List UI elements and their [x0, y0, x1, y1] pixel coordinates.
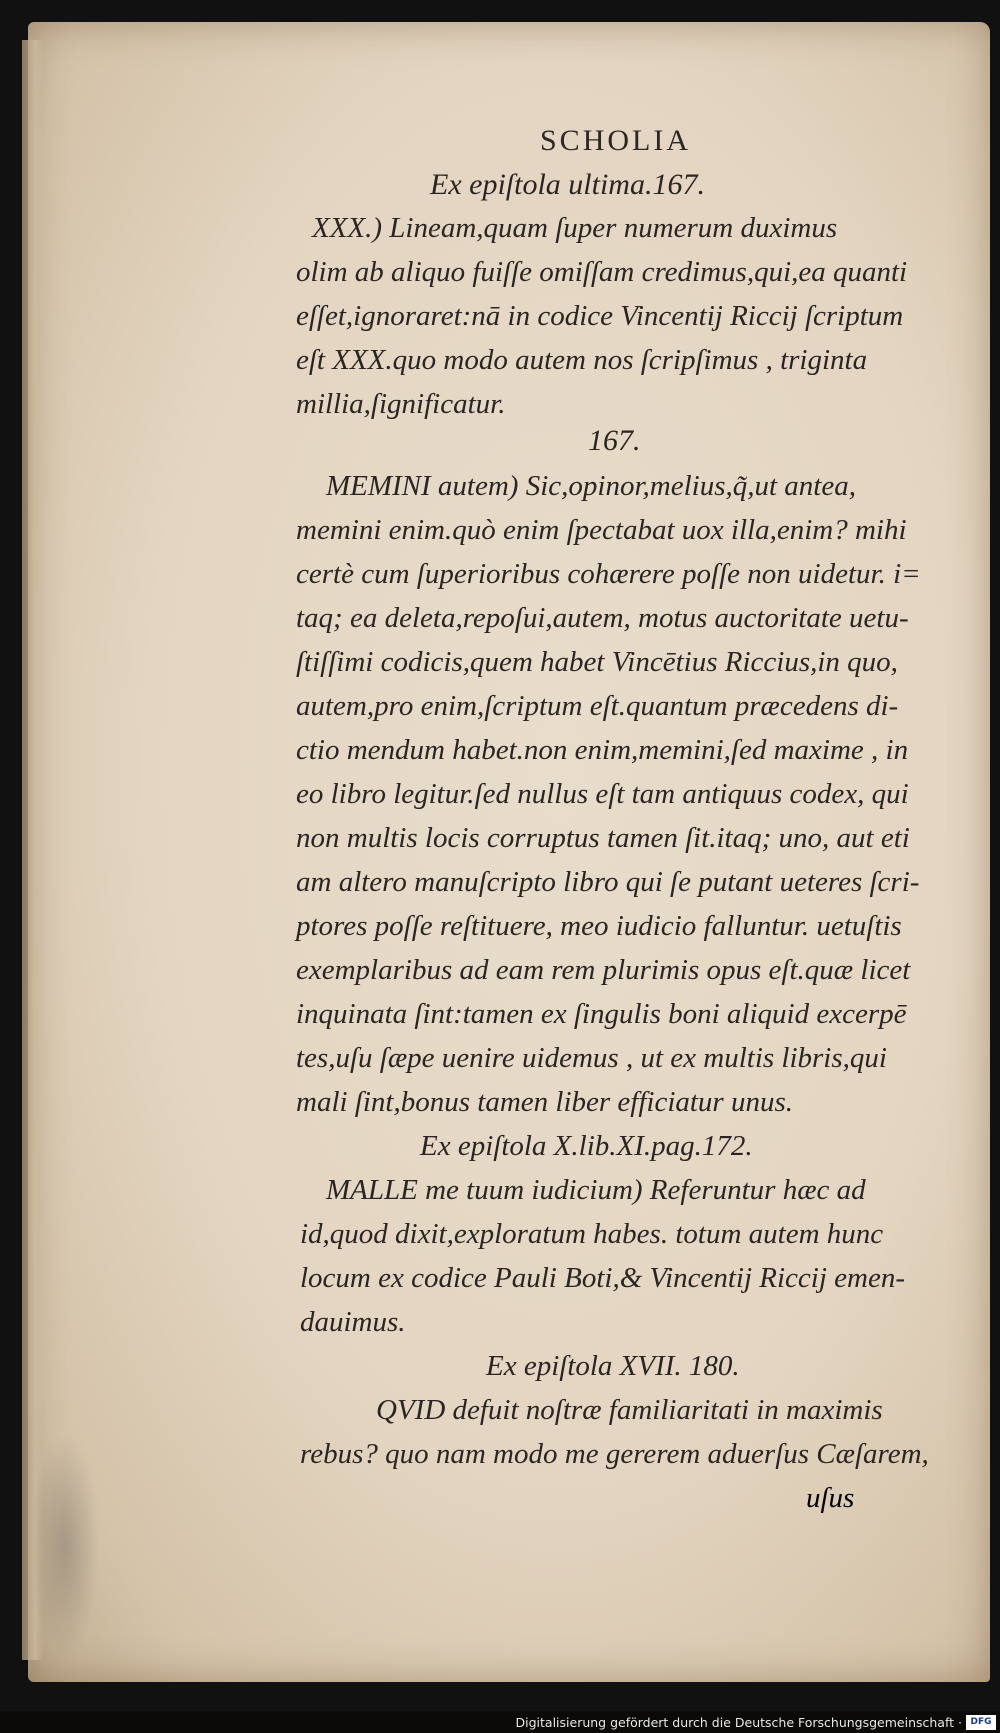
- text-line: ſtiſſimi codicis,quem habet Vincētius Riccius,in quo,: [296, 646, 898, 678]
- footer-bar: [0, 1711, 1000, 1733]
- text-line: millia,ſignificatur.: [296, 388, 506, 420]
- text-line: eſſet,ignoraret:nā in codice Vincentij Riccij ſcriptum: [296, 300, 904, 332]
- text-line: dauimus.: [300, 1306, 406, 1338]
- text-line: mali ſint,bonus tamen liber efficiatur unus.: [296, 1086, 794, 1118]
- section-heading: Ex epiſtola X.lib.XI.pag.172.: [420, 1130, 753, 1162]
- text-line: QVID defuit noſtræ familiaritati in maximis: [376, 1394, 883, 1426]
- page-stain: [30, 1430, 100, 1660]
- text-line: non multis locis corruptus tamen ſit.itaq; uno, aut eti: [296, 822, 910, 854]
- text-line: inquinata ſint:tamen ex ſingulis boni aliquid excerpē: [296, 998, 907, 1030]
- text-line: MEMINI autem) Sic,opinor,melius,q̃,ut antea,: [326, 470, 856, 502]
- text-line: memini enim.quò enim ſpectabat uox illa,enim? mihi: [296, 514, 907, 546]
- text-line: XXX.) Lineam,quam ſuper numerum duximus: [312, 212, 838, 244]
- dfg-logo-icon: DFG: [966, 1715, 996, 1730]
- text-line: eſt XXX.quo modo autem nos ſcripſimus , triginta: [296, 344, 868, 376]
- text-line: certè cum ſuperioribus cohærere poſſe non uidetur. i=: [296, 558, 921, 590]
- running-head: SCHOLIA: [540, 124, 692, 157]
- text-line: autem,pro enim,ſcriptum eſt.quantum præcedens di-: [296, 690, 899, 722]
- text-line: rebus? quo nam modo me gererem aduerſus Cæſarem,: [300, 1438, 929, 1470]
- text-line: eo libro legitur.ſed nullus eſt tam antiquus codex, qui: [296, 778, 909, 810]
- text-line: id,quod dixit,exploratum habes. totum autem hunc: [300, 1218, 884, 1250]
- section-heading: Ex epiſtola XVII. 180.: [486, 1350, 740, 1382]
- folio-number: 167.: [588, 424, 641, 457]
- catchword: uſus: [806, 1482, 855, 1514]
- digitization-credit: Digitalisierung gefördert durch die Deutsche Forschungsgemeinschaft ·: [515, 1715, 962, 1730]
- text-line: taq; ea deleta,repoſui,autem, motus auctoritate uetu-: [296, 602, 909, 634]
- text-line: ctio mendum habet.non enim,memini,ſed maxime , in: [296, 734, 909, 766]
- text-line: locum ex codice Pauli Boti,& Vincentij Riccij emen-: [300, 1262, 906, 1294]
- section-heading: Ex epiſtola ultima.167.: [430, 168, 705, 201]
- text-line: exemplaribus ad eam rem plurimis opus eſt.quæ licet: [296, 954, 911, 986]
- text-line: olim ab aliquo fuiſſe omiſſam credimus,qui,ea quanti: [296, 256, 908, 288]
- text-line: ptores poſſe reſtituere, meo iudicio falluntur. uetuſtis: [296, 910, 902, 942]
- text-line: am altero manuſcripto libro qui ſe putant ueteres ſcri-: [296, 866, 920, 898]
- text-line: MALLE me tuum iudicium) Referuntur hæc ad: [326, 1174, 866, 1206]
- text-line: tes,uſu ſæpe uenire uidemus , ut ex multis libris,qui: [296, 1042, 887, 1074]
- page-gutter-edge: [22, 40, 44, 1660]
